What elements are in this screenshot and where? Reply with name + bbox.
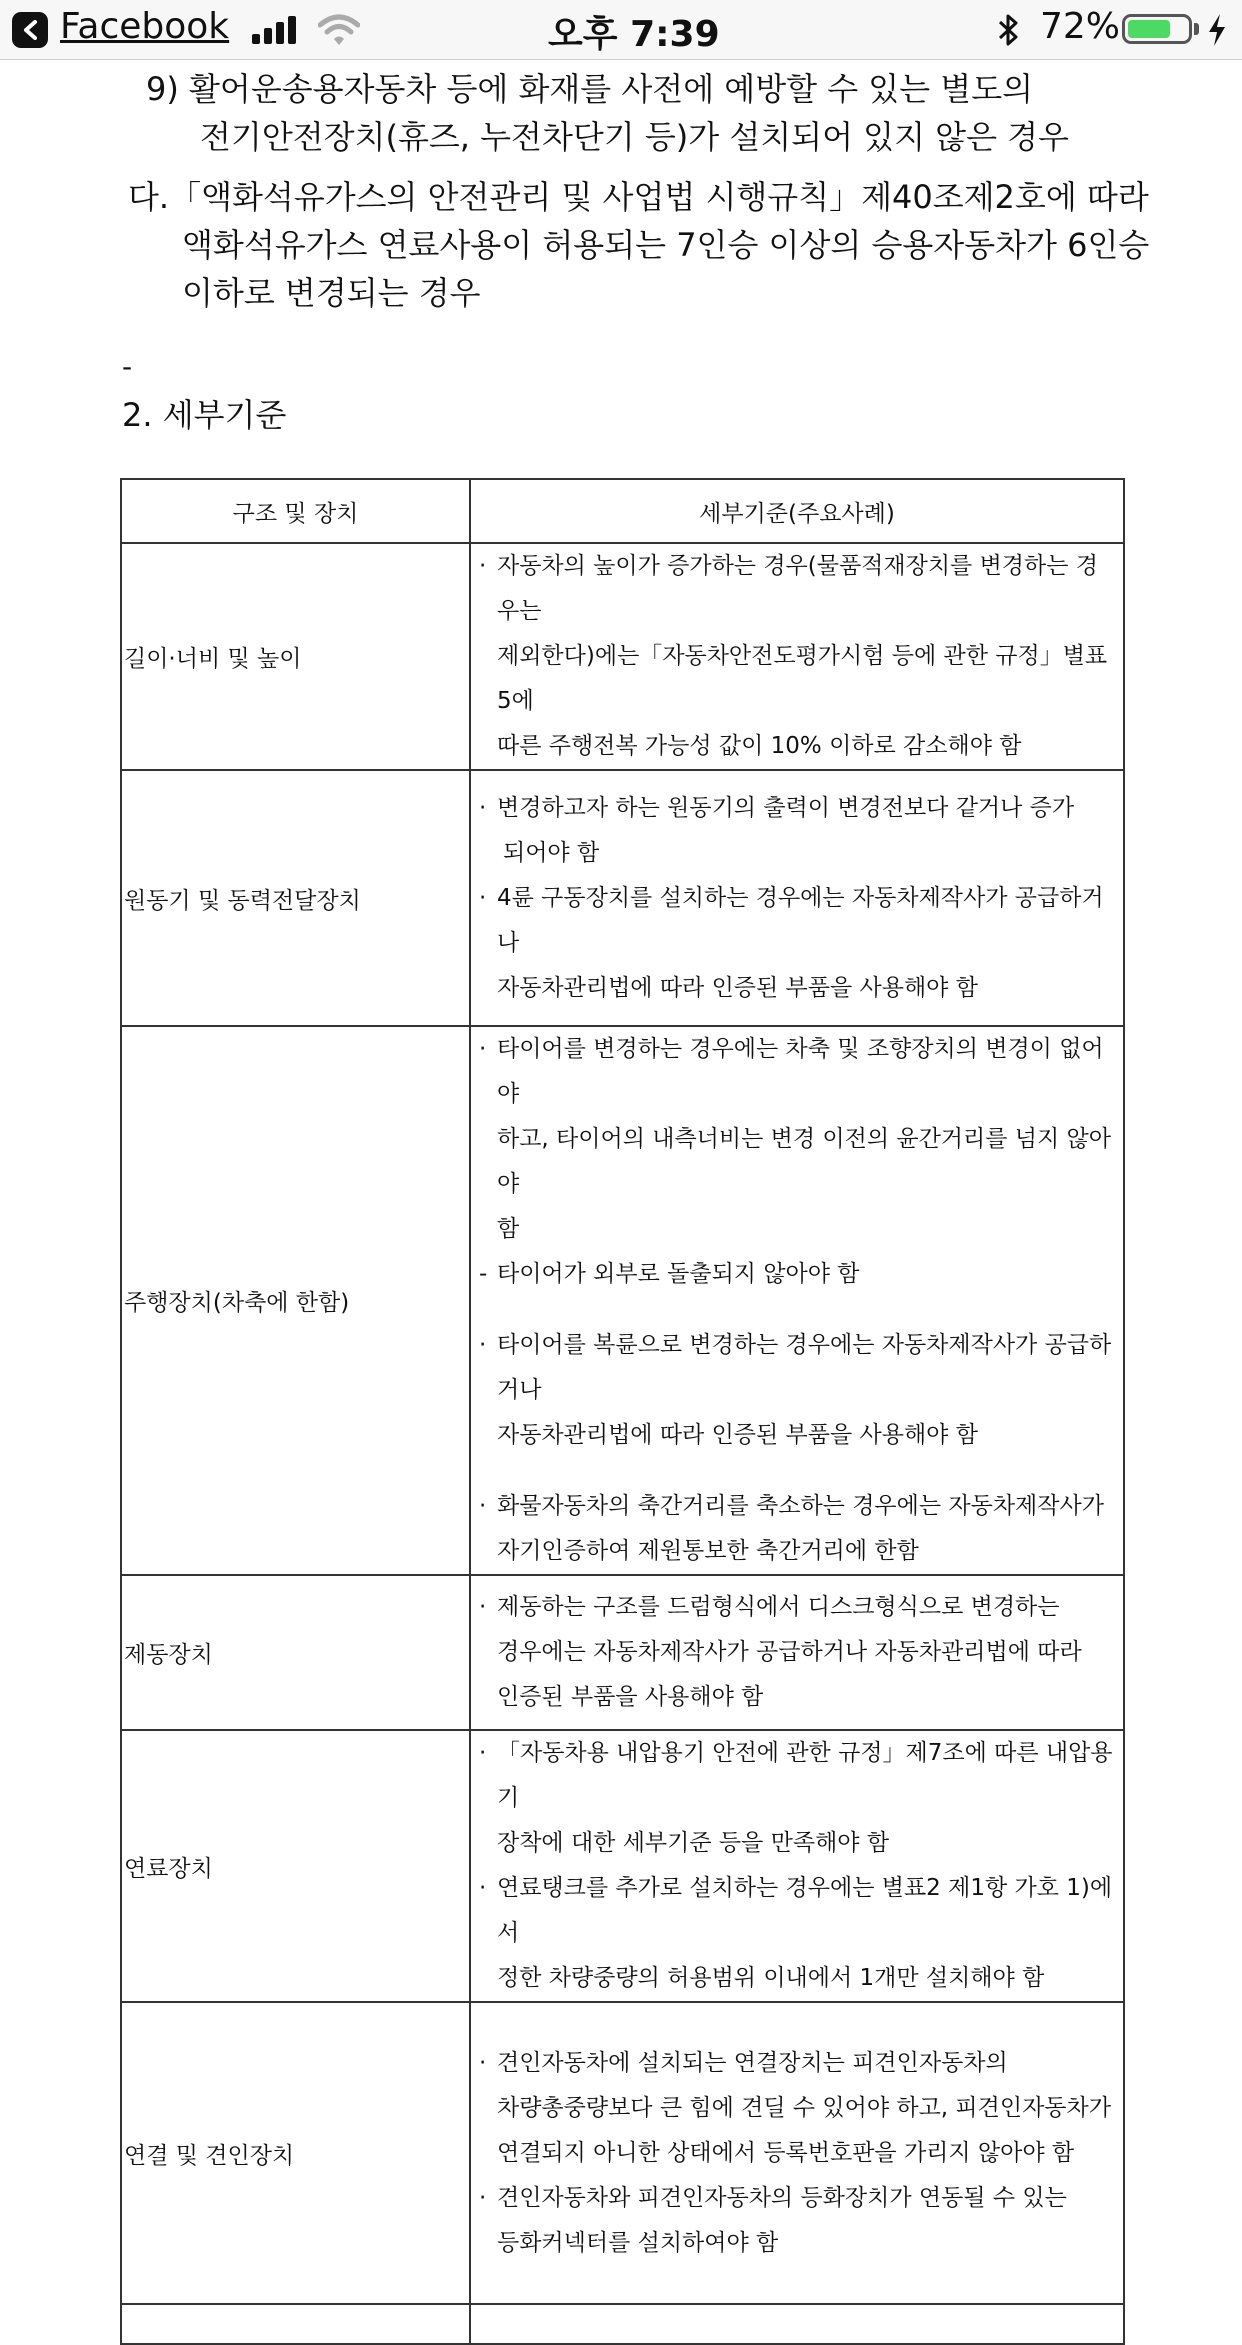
criteria-line: 제외한다)에는「자동차안전도평가시험 등에 관한 규정」별표 5에 [497, 643, 1108, 714]
criteria-line: · 자동차의 높이가 증가하는 경우(물품적재장치를 변경하는 경우는 [479, 544, 1119, 634]
row-category: 연료장치 [121, 1730, 470, 2002]
criteria-line: 경우에는 자동차제작사가 공급하거나 자동차관리법에 따라 [497, 1639, 1082, 1665]
table-row [121, 1026, 1124, 1575]
row-category: 원동기 및 동력전달장치 [121, 770, 470, 1026]
table-row [121, 2002, 1124, 2304]
criteria-line: 따른 주행전복 가능성 값이 10% 이하로 감소해야 함 [497, 733, 1022, 759]
row-criteria [470, 1730, 1124, 2002]
intro-line: 다.「액화석유가스의 안전관리 및 사업법 시행규칙」제40조제2호에 따라 [128, 178, 1149, 216]
criteria-line: 차량총중량보다 큰 힘에 견딜 수 있어야 하고, 피견인자동차가 [497, 2094, 1111, 2121]
back-to-app-link[interactable]: Facebook [60, 6, 230, 47]
criteria-line: · 연료탱크를 추가로 설치하는 경우에는 별표2 제1항 가호 1)에서 [479, 1866, 1119, 1956]
column-header-criteria: 세부기준(주요사례) [470, 479, 1124, 543]
battery-level [1128, 20, 1170, 38]
criteria-line: 되어야 함 [503, 839, 600, 866]
criteria-line: · 타이어를 변경하는 경우에는 차축 및 조향장치의 변경이 없어야 [479, 1027, 1119, 1117]
criteria-line: 함 [497, 1216, 520, 1242]
clock: 오후 7:39 [548, 14, 720, 55]
criteria-line: · 타이어를 복륜으로 변경하는 경우에는 자동차제작사가 공급하거나 [479, 1323, 1119, 1413]
criteria-line: 인증된 부품을 사용해야 함 [497, 1684, 764, 1710]
criteria-line: 자기인증하여 제원통보한 축간거리에 한함 [497, 1538, 919, 1564]
column-header-structure: 구조 및 장치 [121, 479, 470, 543]
charging-icon [1206, 12, 1228, 48]
intro-line: 액화석유가스 연료사용이 허용되는 7인승 이상의 승용자동차가 6인승 [182, 226, 1150, 264]
criteria-line: · 변경하고자 하는 원동기의 출력이 변경전보다 같거나 증가 [479, 786, 1119, 831]
row-criteria [470, 2002, 1124, 2304]
table-row [121, 543, 1124, 770]
table-row [121, 1730, 1124, 2002]
separator-dash: - [122, 350, 133, 383]
intro-line: 전기안전장치(휴즈, 누전차단기 등)가 설치되어 있지 않은 경우 [200, 118, 1069, 156]
criteria-line: · 견인자동차에 설치되는 연결장치는 피견인자동차의 [479, 2041, 1119, 2086]
criteria-line: 하고, 타이어의 내측너비는 변경 이전의 윤간거리를 넘지 않아야 [497, 1126, 1111, 1197]
criteria-line: 정한 차량중량의 허용범위 이내에서 1개만 설치해야 함 [497, 1965, 1045, 1991]
table-row-partial [121, 2304, 1124, 2344]
row-category: 길이·너비 및 높이 [121, 543, 470, 770]
section-title: 2. 세부기준 [122, 396, 287, 434]
criteria-line: · 화물자동차의 축간거리를 축소하는 경우에는 자동차제작사가 [479, 1484, 1119, 1529]
table-row [121, 770, 1124, 1026]
battery-tip [1194, 23, 1199, 35]
battery-percent: 72% [1040, 6, 1121, 47]
signal-icon [252, 16, 298, 44]
row-category [121, 2304, 470, 2344]
status-bar [0, 0, 1242, 60]
criteria-table [120, 478, 1125, 2345]
criteria-line: 자동차관리법에 따라 인증된 부품을 사용해야 함 [497, 974, 978, 1001]
table-header-row [121, 479, 1124, 543]
bluetooth-icon [995, 12, 1023, 48]
criteria-line: - 타이어가 외부로 돌출되지 않아야 함 [479, 1252, 1119, 1297]
row-criteria [470, 770, 1124, 1026]
criteria-line: · 「자동차용 내압용기 안전에 관한 규정」제7조에 따른 내압용기 [479, 1731, 1119, 1821]
criteria-line: · 4륜 구동장치를 설치하는 경우에는 자동차제작사가 공급하거나 [479, 876, 1119, 966]
wifi-icon [318, 14, 360, 46]
row-category: 제동장치 [121, 1575, 470, 1730]
row-criteria [470, 543, 1124, 770]
criteria-line: 자동차관리법에 따라 인증된 부품을 사용해야 함 [497, 1422, 978, 1448]
table-row [121, 1575, 1124, 1730]
criteria-line: · 제동하는 구조를 드럼형식에서 디스크형식으로 변경하는 [479, 1585, 1119, 1630]
intro-line: 9) 활어운송용자동차 등에 화재를 사전에 예방할 수 있는 별도의 [146, 70, 1034, 108]
criteria-line: 등화커넥터를 설치하여야 함 [497, 2229, 779, 2256]
row-category: 연결 및 견인장치 [121, 2002, 470, 2304]
row-category: 주행장치(차축에 한함) [121, 1026, 470, 1575]
row-criteria [470, 1026, 1124, 1575]
criteria-line: 장착에 대한 세부기준 등을 만족해야 함 [497, 1830, 890, 1856]
row-criteria [470, 2304, 1124, 2344]
battery-icon [1122, 14, 1192, 44]
criteria-line: · 견인자동차와 피견인자동차의 등화장치가 연동될 수 있는 [479, 2176, 1119, 2221]
row-criteria [470, 1575, 1124, 1730]
back-arrow-icon[interactable] [12, 12, 48, 48]
criteria-line: 연결되지 아니한 상태에서 등록번호판을 가리지 않아야 함 [497, 2139, 1075, 2166]
intro-line: 이하로 변경되는 경우 [182, 274, 481, 312]
